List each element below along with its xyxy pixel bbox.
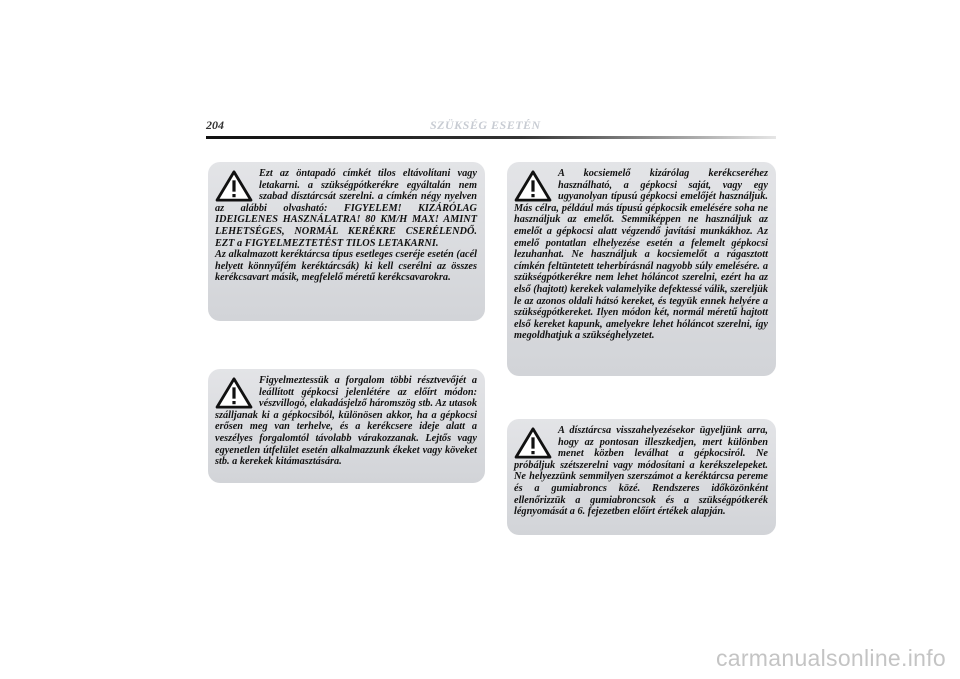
section-title: SZÜKSÉG ESETÉN — [430, 118, 541, 132]
warning-4-paragraph-1: A dísztárcsa visszahelyezésekor ügyeljünk arra, hogy az pontosan illeszkedjen, mert különben menet közben leválhat a gépkocsiról. Ne próbáljuk szétszerelni vagy módosítani a kerékszelepeket. Ne helyezzünk semmilyen szerszámot a keréktárcsa pereme és a gumiabroncs közé. Rendszeres időközönként ellenőrizzük a gumiabroncsok és a szükségpótkerék légnyomását a 6. fejezetben előírt értékek alapján. — [514, 425, 768, 518]
warning-box-traffic — [208, 369, 485, 483]
warning-triangle-icon — [514, 170, 552, 202]
warning-box-hubcap — [507, 419, 776, 535]
page-number: 204 — [206, 118, 224, 132]
warning-2-paragraph-1: Figyelmeztessük a forgalom többi résztvevőjét a leállított gépkocsi jelenlétére az előírt módon: vészvillogó, elakadásjelző háromszög stb. Az utasok szálljanak ki a gépkocsiból, különösen akkor, ha a gépkocsi erősen meg van terhelve, és a kerékcsere ideje alatt a veszélyes forgalomtól távolabb várakozzanak. Lejtős vagy egyenetlen útfelület esetén alkalmazzunk ékeket vagy köveket stb. a kerekek kitámasztására. — [215, 375, 477, 468]
warning-1-paragraph-2: Az alkalmazott keréktárcsa típus esetleges cseréje esetén (acél helyett könnyűfém keréktárcsák) ki kell cserélni az összes kerékcsavart másik, megfelelő méretű kerékcsavarokra. — [215, 249, 477, 284]
warning-box-license-label — [208, 162, 485, 321]
warning-1-paragraph-1: Ezt az öntapadó címkét tilos eltávolítani vagy letakarni. a szükségpótkerékre egyáltalán nem szabad dísztárcsát szerelni. a címkén négy nyelven az alábbi olvasható: FIGYELEM! KIZÁRÓLAG IDEIGLENES HASZNÁLATRA! 80 KM/H MAX! AMINT LEHETSÉGES, NORMÁL KERÉKRE CSERÉLENDŐ. EZT a FIGYELMEZTETÉST TILOS LETAKARNI. — [215, 168, 477, 249]
header-rule — [206, 136, 776, 139]
warning-triangle-icon — [215, 377, 253, 409]
warning-box-jack — [507, 162, 776, 376]
warning-triangle-icon — [514, 427, 552, 459]
watermark: carmanualsonline.info — [715, 645, 946, 671]
warning-triangle-icon — [215, 170, 253, 202]
warning-3-paragraph-1: A kocsiemelő kizárólag kerékcseréhez használható, a gépkocsi saját, vagy egy ugyanolyan típusú gépkocsi emelőjét használjuk. Más célra, például más típusú gépkocsik emelésére soha ne használjuk az emelőt. Semmiképpen ne használjuk az emelőt a gépkocsi alatt végzendő javítási munkákhoz. Az emelő pontatlan elhelyezése esetén a felemelt gépkocsi lezuhanhat. Ne használjuk a kocsiemelőt a rágasztott címkén feltüntetett teherbírásnál nagyobb súly emelésére. a szükségpótkerékre nem lehet hóláncot szerelni, ezért ha az első (hajtott) kerekek valamelyike defektessé válik, szereljük le az azonos oldali hátsó kereket, és tegyük ennek helyére a szükségpótkereket. Ilyen módon két, normál méretű hajtott első kereket kapunk, amelyekre lehet hóláncot szerelni, így megoldhatjuk a szükséghelyzetet. — [514, 168, 768, 342]
